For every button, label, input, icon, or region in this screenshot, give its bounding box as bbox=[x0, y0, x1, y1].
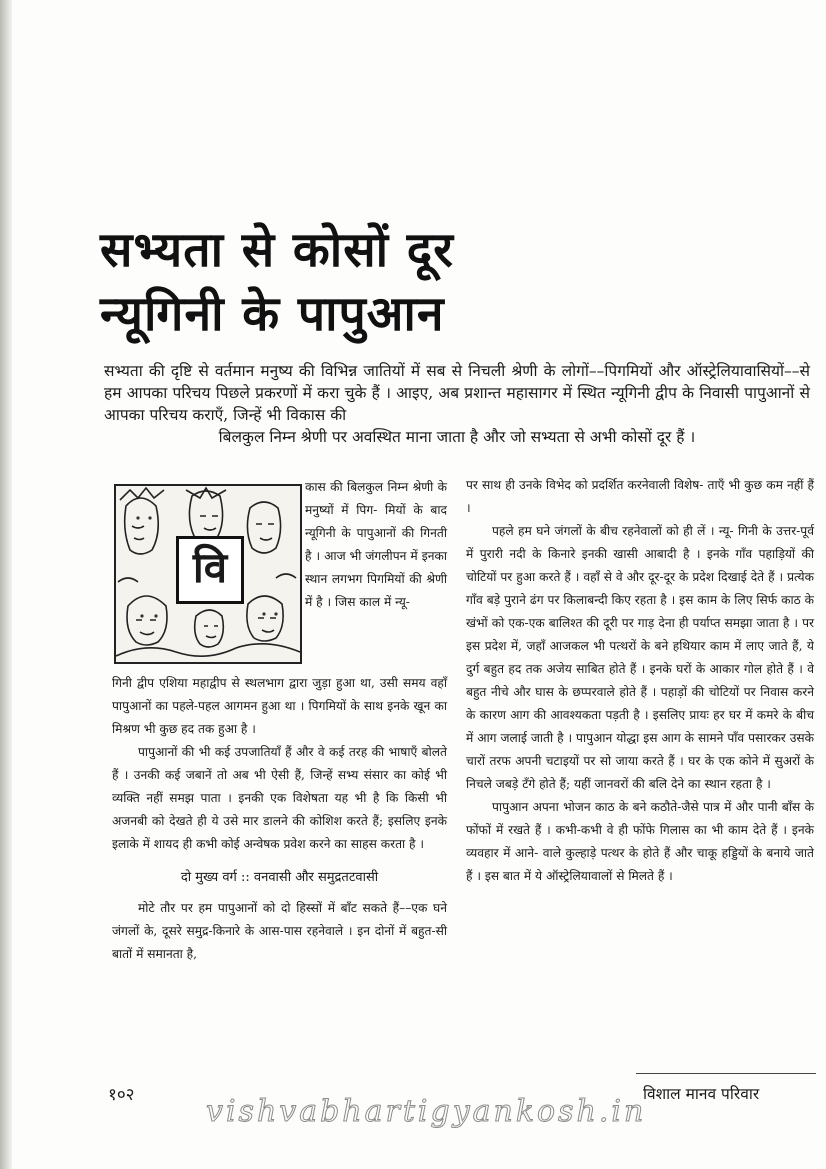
left-paragraph-1-cont: गिनी द्वीप एशिया महाद्वीप से स्थलभाग द्वारा जुड़ा हुआ था, उसी समय वहाँ पापुआनों का पहले-पहल आगमन हुआ था । पिगमियों के साथ इनके खून का मिश्रण भी कुछ हद तक हुआ है । bbox=[112, 676, 447, 736]
running-title: विशाल मानव परिवार bbox=[643, 1085, 760, 1103]
left-column-top-text bbox=[305, 476, 447, 614]
chapter-title-line-1: सभ्यता से कोसों दूर bbox=[100, 222, 454, 278]
footer-rule bbox=[636, 1073, 816, 1074]
site-watermark: vishvabhartigyankosh.in bbox=[206, 1094, 647, 1129]
right-paragraph-3: पापुआन अपना भोजन काठ के बने कठौते-जैसे पात्र में और पानी बाँस के फोंफों में रखते हैं । कभी-कभी वे ही फोंफे गिलास का भी काम देते हैं । इनके व्यवहार में आने- वाले कुल्हाड़े पत्थर के होते हैं और चाकू हड्डियों के बनाये जाते हैं । इस बात में ये ऑस्ट्रेलियावालों से मिलते हैं । bbox=[466, 800, 814, 883]
page-edge-shadow bbox=[0, 0, 12, 1169]
right-paragraph-2: पहले हम घने जंगलों के बीच रहनेवालों को ही लें । न्यू- गिनी के उत्तर-पूर्व में पुरारी नदी के किनारे इनकी खासी आबादी है । इनके गाँव पहाड़ियों की चोटियों पर हुआ करते हैं । वहाँ से वे और दूर-दूर के प्रदेश दिखाई देते हैं । प्रत्येक गाँव बड़े पुराने ढंग पर किलाबन्दी किए रहता है । इस काम के लिए सिर्फ काठ के खंभों को एक-एक बालिश्त की दूरी पर गाड़ देना ही पर्याप्त समझा जाता है । पर इस प्रदेश में, जहाँ आजकल भी पत्थरों के बने हथियार काम में लाए जाते हैं, ये दुर्ग बहुत हद तक अजेय साबित होते हैं । इनके घरों के आकार गोल होते हैं । वे बहुत नीचे और घास के छप्परवाले होते हैं । पहाड़ों की चोटियों पर निवास करने के कारण आग की आवश्यकता पड़ती है । इसलिए प्रायः हर घर में कमरे के बीच में आग जलाई जाती है । पापुआन योद्धा इस आग के सामने पाँव पसारकर उसके चारों तरफ अपनी चटाइयों पर सो जाया करते हैं । घर के एक कोने में सुअरों के निचले जबड़े टँगे होते हैं; यहीं जानवरों की बलि देने का स्थान रहता है । bbox=[466, 524, 814, 791]
section-subheading: दो मुख्य वर्ग :: वनवासी और समुद्रतटवासी bbox=[180, 870, 379, 885]
intro-last-line: बिलकुल निम्न श्रेणी पर अवस्थित माना जाता है और जो सभ्यता से अभी कोसों दूर हैं । bbox=[218, 428, 696, 446]
illustration-papuan-faces bbox=[114, 484, 302, 664]
left-column bbox=[112, 672, 447, 966]
page-number: १०२ bbox=[108, 1085, 135, 1105]
dropcap-letter: वि bbox=[176, 536, 244, 604]
left-paragraph-3: मोटे तौर पर हम पापुआनों को दो हिस्सों में बाँट सकते हैं––एक घने जंगलों के, दूसरे समुद्र-किनारे के आस-पास रहनेवाले । इन दोनों में बहुत-सी बातों में समानता है, bbox=[112, 901, 447, 961]
intro-paragraph bbox=[104, 360, 810, 448]
left-top-paragraph: कास की बिलकुल निम्न श्रेणी के मनुष्यों में पिग- मियों के बाद न्यूगिनी के पापुआनों की गिनती है । आज भी जंगलीपन में इनका स्थान लगभग पिगमियों की श्रेणी में है । जिस काल में न्यू- bbox=[305, 480, 447, 609]
right-column bbox=[466, 474, 814, 888]
intro-text: सभ्यता की दृष्टि से वर्तमान मनुष्य की विभिन्न जातियों में सब से निचली श्रेणी के लोगों––पिगमियों और ऑस्ट्रेलियावासियों––से हम आपका परिचय पिछले प्रकरणों में करा चुके हैं । आइए, अब प्रशान्त महासागर में स्थित न्यूगिनी द्वीप के निवासी पापुआनों से आपका परिचय कराएँ, जिन्हें भी विकास की bbox=[104, 362, 810, 424]
left-paragraph-2: पापुआनों की भी कई उपजातियाँ हैं और वे कई तरह की भाषाएँ बोलते हैं । उनकी कई जबानें तो अब भी ऐसी हैं, जिन्हें सभ्य संसार का कोई भी व्यक्ति नहीं समझ पाता । इनकी एक विशेषता यह भी है कि किसी भी अजनबी को देखते ही ये उसे मार डालने की कोशिश करते हैं; इसलिए इनके इलाके में शायद ही कभी कोई अन्वेषक प्रवेश करने का साहस करता है । bbox=[112, 745, 447, 851]
chapter-title-line-2: न्यूगिनी के पापुआन bbox=[100, 286, 445, 342]
right-paragraph-1: पर साथ ही उनके विभेद को प्रदर्शित करनेवाली विशेष- ताएँ भी कुछ कम नहीं हैं । bbox=[466, 478, 814, 515]
